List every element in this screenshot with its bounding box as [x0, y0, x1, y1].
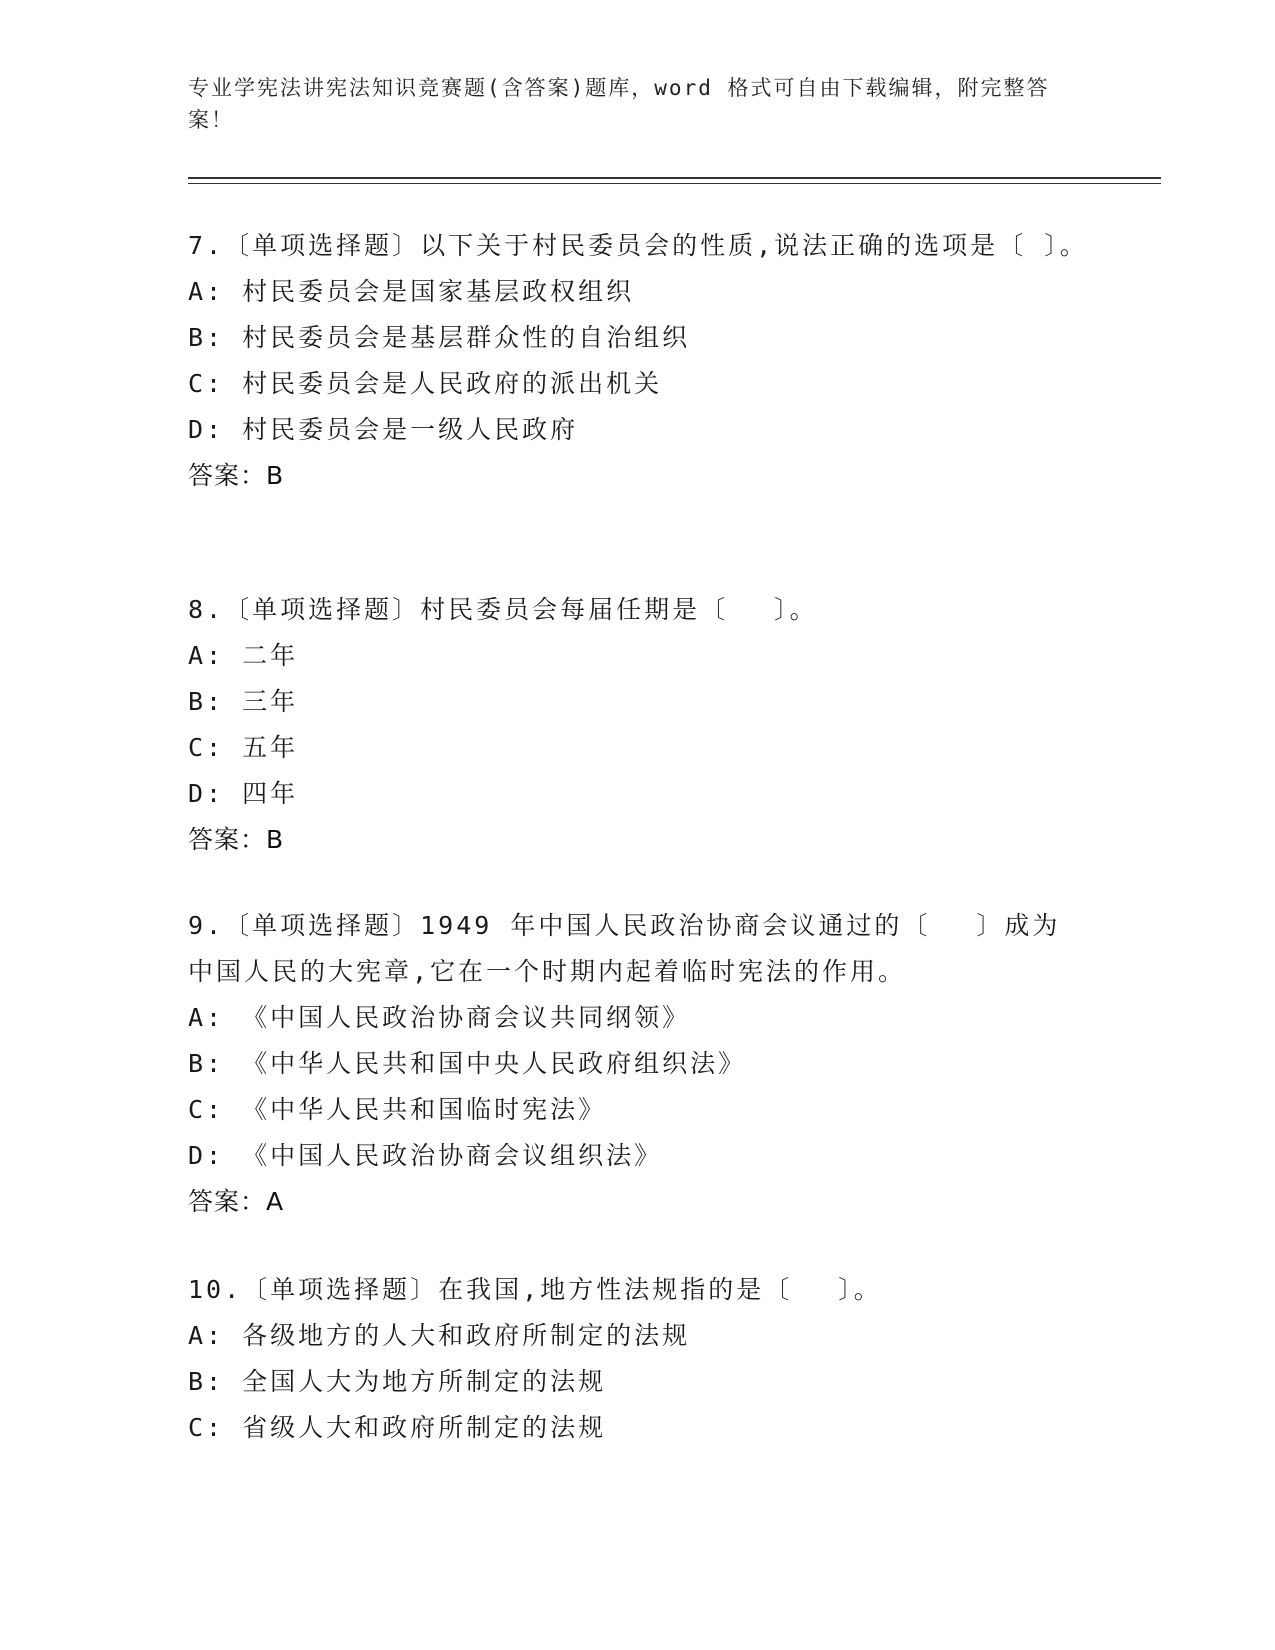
question-stem: 7.〔单项选择题〕以下关于村民委员会的性质,说法正确的选项是〔 〕。 [188, 231, 1088, 260]
question-10 [188, 1267, 1088, 1451]
answer-line: 答案：B [188, 461, 285, 490]
document-header: 专业学宪法讲宪法知识竞赛题(含答案)题库，word 格式可自由下载编辑，附完整答案！ [188, 76, 1050, 132]
option-a: A: 各级地方的人大和政府所制定的法规 [188, 1321, 691, 1350]
option-a: A: 二年 [188, 641, 299, 670]
option-c: C: 《中华人民共和国临时宪法》 [188, 1095, 607, 1124]
question-stem: 9.〔单项选择题〕1949 年中国人民政治协商会议通过的〔 〕成为中国人民的大宪章,它在一个时期内起着临时宪法的作用。 [188, 911, 1061, 986]
question-9 [188, 903, 1088, 1225]
option-a: A: 村民委员会是国家基层政权组织 [188, 277, 635, 306]
question-8 [188, 587, 1088, 863]
option-c: C: 五年 [188, 733, 299, 762]
question-stem: 10.〔单项选择题〕在我国,地方性法规指的是〔 〕。 [188, 1275, 882, 1304]
option-b: B: 全国人大为地方所制定的法规 [188, 1367, 607, 1396]
header-divider-thin [188, 183, 1161, 184]
option-c: C: 村民委员会是人民政府的派出机关 [188, 369, 663, 398]
option-b: B: 《中华人民共和国中央人民政府组织法》 [188, 1049, 747, 1078]
question-7 [188, 223, 1088, 499]
question-stem: 8.〔单项选择题〕村民委员会每届任期是〔 〕。 [188, 595, 818, 624]
answer-line: 答案：B [188, 825, 285, 854]
option-d: D: 村民委员会是一级人民政府 [188, 415, 579, 444]
option-b: B: 村民委员会是基层群众性的自治组织 [188, 323, 691, 352]
answer-line: 答案：A [188, 1187, 285, 1216]
option-d: D: 四年 [188, 779, 299, 808]
option-b: B: 三年 [188, 687, 299, 716]
header-divider-thick [188, 177, 1161, 179]
option-a: A: 《中国人民政治协商会议共同纲领》 [188, 1003, 691, 1032]
option-c: C: 省级人大和政府所制定的法规 [188, 1413, 607, 1442]
option-d: D: 《中国人民政治协商会议组织法》 [188, 1141, 663, 1170]
